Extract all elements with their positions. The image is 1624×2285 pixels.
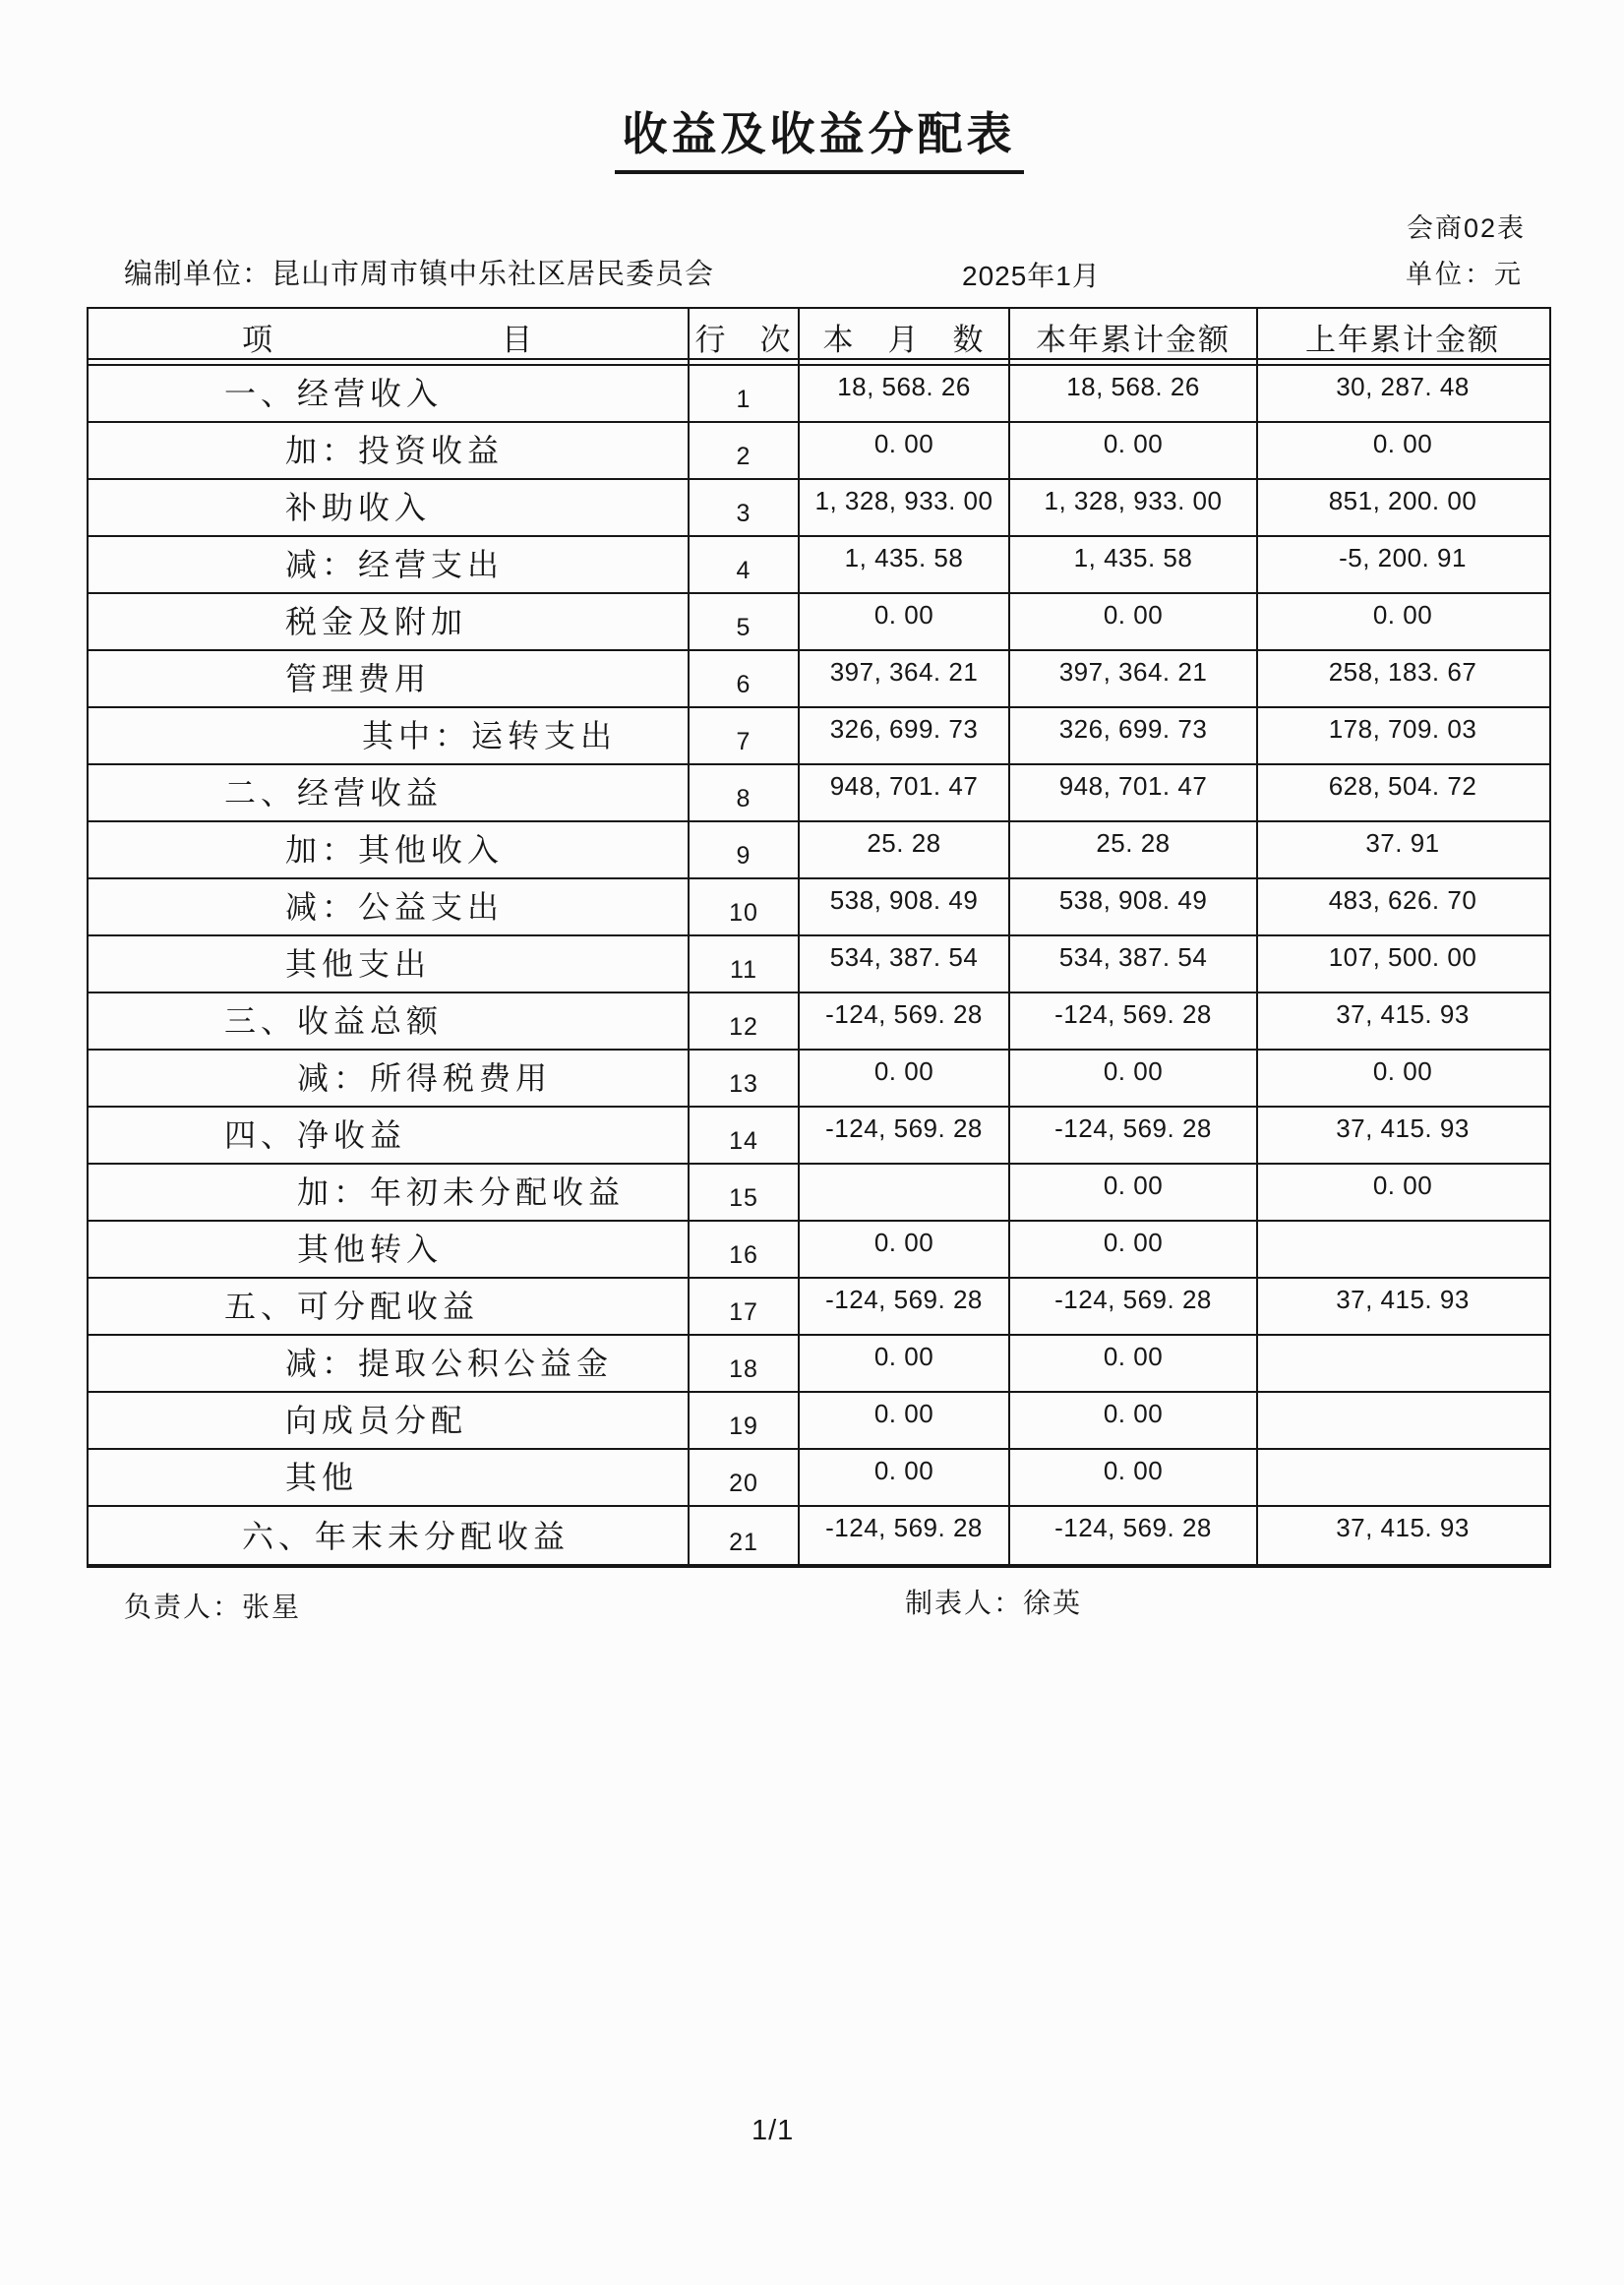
table-row bbox=[89, 1222, 1549, 1279]
row-month-value: 0. 00 bbox=[800, 1450, 1010, 1505]
row-month-value: 948, 701. 47 bbox=[800, 765, 1010, 820]
table-row bbox=[89, 366, 1549, 423]
row-line-no: 13 bbox=[690, 1051, 800, 1106]
table-row bbox=[89, 765, 1549, 822]
row-month-value: 534, 387. 54 bbox=[800, 936, 1010, 992]
row-year-value: -124, 569. 28 bbox=[1010, 1279, 1258, 1334]
row-label: 税金及附加 bbox=[89, 594, 690, 649]
table-row bbox=[89, 1507, 1549, 1564]
row-month-value: 1, 435. 58 bbox=[800, 537, 1010, 592]
row-label: 六、年末未分配收益 bbox=[89, 1507, 690, 1564]
row-line-no: 4 bbox=[690, 537, 800, 592]
table-row bbox=[89, 1108, 1549, 1165]
row-label: 二、经营收益 bbox=[89, 765, 690, 820]
header-line-no: 行 次 bbox=[690, 309, 800, 364]
row-prev-value: 30, 287. 48 bbox=[1336, 372, 1470, 401]
form-code: 会商02表 bbox=[1406, 213, 1526, 243]
row-month-value: -124, 569. 28 bbox=[800, 993, 1010, 1049]
table-row bbox=[89, 822, 1549, 879]
row-month-value: -124, 569. 28 bbox=[800, 1279, 1010, 1334]
row-year-value: 0. 00 bbox=[1010, 1393, 1258, 1448]
row-prev-value: 0. 00 bbox=[1372, 429, 1433, 458]
row-line-no: 16 bbox=[690, 1222, 800, 1277]
row-label: 加：其他收入 bbox=[89, 822, 690, 877]
row-line-no: 5 bbox=[690, 594, 800, 649]
row-label: 加：年初未分配收益 bbox=[89, 1165, 690, 1220]
row-year-value: 0. 00 bbox=[1010, 1336, 1258, 1391]
row-prev-value: 37, 415. 93 bbox=[1336, 1513, 1470, 1542]
table-row bbox=[89, 423, 1549, 480]
row-line-no: 12 bbox=[690, 993, 800, 1049]
report-period: 2025年1月 bbox=[962, 261, 1101, 291]
row-label: 向成员分配 bbox=[89, 1393, 690, 1448]
row-line-no: 17 bbox=[690, 1279, 800, 1334]
income-distribution-table bbox=[87, 307, 1551, 1568]
row-prev-value bbox=[1258, 1450, 1547, 1505]
row-line-no: 2 bbox=[690, 423, 800, 478]
row-year-value: 0. 00 bbox=[1010, 1450, 1258, 1505]
row-year-value: 538, 908. 49 bbox=[1010, 879, 1258, 934]
row-label: 其他支出 bbox=[89, 936, 690, 992]
table-row bbox=[89, 537, 1549, 594]
row-year-value: 948, 701. 47 bbox=[1010, 765, 1258, 820]
row-month-value: 0. 00 bbox=[800, 1051, 1010, 1106]
row-line-no: 3 bbox=[690, 480, 800, 535]
row-month-value: 18, 568. 26 bbox=[800, 366, 1010, 421]
row-prev-value bbox=[1258, 1222, 1547, 1277]
row-line-no: 9 bbox=[690, 822, 800, 877]
row-month-value: 326, 699. 73 bbox=[800, 708, 1010, 763]
table-row bbox=[89, 1450, 1549, 1507]
row-label: 减：提取公积公益金 bbox=[89, 1336, 690, 1391]
row-month-value: 0. 00 bbox=[800, 1336, 1010, 1391]
row-line-no: 10 bbox=[690, 879, 800, 934]
row-month-value: 0. 00 bbox=[800, 1222, 1010, 1277]
row-label: 其中：运转支出 bbox=[89, 708, 690, 763]
row-prev-value: 37. 91 bbox=[1365, 828, 1440, 858]
row-prev-value: 0. 00 bbox=[1372, 1056, 1433, 1086]
row-line-no: 18 bbox=[690, 1336, 800, 1391]
page-number: 1/1 bbox=[752, 2115, 795, 2146]
table-row bbox=[89, 1165, 1549, 1222]
row-prev-value: 851, 200. 00 bbox=[1328, 486, 1477, 515]
row-year-value: 534, 387. 54 bbox=[1010, 936, 1258, 992]
table-row bbox=[89, 1393, 1549, 1450]
row-year-value: 0. 00 bbox=[1010, 1222, 1258, 1277]
header-year-total: 本年累计金额 bbox=[1010, 309, 1258, 364]
row-label: 减：经营支出 bbox=[89, 537, 690, 592]
row-month-value: 0. 00 bbox=[800, 1393, 1010, 1448]
row-prev-value bbox=[1258, 1336, 1547, 1391]
table-row bbox=[89, 594, 1549, 651]
row-year-value: 18, 568. 26 bbox=[1010, 366, 1258, 421]
row-line-no: 1 bbox=[690, 366, 800, 421]
row-label: 管理费用 bbox=[89, 651, 690, 706]
row-prev-value: 0. 00 bbox=[1372, 1171, 1433, 1200]
row-prev-value: 483, 626. 70 bbox=[1328, 885, 1477, 915]
row-year-value: 1, 328, 933. 00 bbox=[1010, 480, 1258, 535]
row-prev-value: -5, 200. 91 bbox=[1339, 543, 1467, 572]
table-row bbox=[89, 993, 1549, 1051]
row-year-value: 0. 00 bbox=[1010, 1051, 1258, 1106]
page-title: 收益及收益分配表 bbox=[615, 98, 1024, 174]
row-year-value: -124, 569. 28 bbox=[1010, 993, 1258, 1049]
row-line-no: 14 bbox=[690, 1108, 800, 1163]
responsible-person: 负责人：张星 bbox=[124, 1592, 302, 1622]
row-prev-value: 178, 709. 03 bbox=[1328, 714, 1477, 744]
row-line-no: 8 bbox=[690, 765, 800, 820]
prepared-by: 编制单位：昆山市周市镇中乐社区居民委员会 bbox=[124, 259, 715, 290]
header-item: 项 目 bbox=[89, 309, 690, 364]
table-row bbox=[89, 879, 1549, 936]
row-label: 减：所得税费用 bbox=[89, 1051, 690, 1106]
row-year-value: 25. 28 bbox=[1010, 822, 1258, 877]
row-prev-value: 628, 504. 72 bbox=[1328, 771, 1477, 801]
header-current-month: 本 月 数 bbox=[800, 309, 1010, 364]
table-row bbox=[89, 1336, 1549, 1393]
row-prev-value: 0. 00 bbox=[1372, 600, 1433, 630]
row-prev-value: 107, 500. 00 bbox=[1328, 942, 1477, 972]
row-year-value: -124, 569. 28 bbox=[1010, 1108, 1258, 1163]
row-year-value: 1, 435. 58 bbox=[1010, 537, 1258, 592]
table-row bbox=[89, 651, 1549, 708]
row-prev-value: 37, 415. 93 bbox=[1336, 1113, 1470, 1143]
row-month-value: 25. 28 bbox=[800, 822, 1010, 877]
row-line-no: 20 bbox=[690, 1450, 800, 1505]
row-label: 五、可分配收益 bbox=[89, 1279, 690, 1334]
row-month-value: 0. 00 bbox=[800, 423, 1010, 478]
row-line-no: 7 bbox=[690, 708, 800, 763]
row-year-value: 0. 00 bbox=[1010, 594, 1258, 649]
document-content bbox=[87, 0, 1551, 2285]
row-label: 其他 bbox=[89, 1450, 690, 1505]
row-year-value: -124, 569. 28 bbox=[1010, 1507, 1258, 1564]
row-year-value: 397, 364. 21 bbox=[1010, 651, 1258, 706]
table-row bbox=[89, 1279, 1549, 1336]
row-prev-value: 37, 415. 93 bbox=[1336, 1285, 1470, 1314]
row-line-no: 6 bbox=[690, 651, 800, 706]
row-month-value: 538, 908. 49 bbox=[800, 879, 1010, 934]
row-month-value: 1, 328, 933. 00 bbox=[800, 480, 1010, 535]
table-header-row bbox=[89, 309, 1549, 366]
row-label: 其他转入 bbox=[89, 1222, 690, 1277]
row-line-no: 19 bbox=[690, 1393, 800, 1448]
header-prev-year-total: 上年累计金额 bbox=[1305, 322, 1500, 357]
row-month-value bbox=[800, 1165, 1010, 1220]
row-label: 三、收益总额 bbox=[89, 993, 690, 1049]
title-row bbox=[87, 98, 1551, 174]
table-row bbox=[89, 1051, 1549, 1108]
row-year-value: 0. 00 bbox=[1010, 423, 1258, 478]
row-line-no: 11 bbox=[690, 936, 800, 992]
row-label: 补助收入 bbox=[89, 480, 690, 535]
row-line-no: 15 bbox=[690, 1165, 800, 1220]
row-prev-value bbox=[1258, 1393, 1547, 1448]
table-row bbox=[89, 936, 1549, 993]
row-prev-value: 37, 415. 93 bbox=[1336, 999, 1470, 1029]
row-month-value: 0. 00 bbox=[800, 594, 1010, 649]
row-month-value: -124, 569. 28 bbox=[800, 1507, 1010, 1564]
row-line-no: 21 bbox=[690, 1507, 800, 1564]
row-year-value: 0. 00 bbox=[1010, 1165, 1258, 1220]
row-year-value: 326, 699. 73 bbox=[1010, 708, 1258, 763]
row-prev-value: 258, 183. 67 bbox=[1328, 657, 1477, 687]
table-row bbox=[89, 480, 1549, 537]
row-month-value: -124, 569. 28 bbox=[800, 1108, 1010, 1163]
table-row bbox=[89, 708, 1549, 765]
row-label: 减：公益支出 bbox=[89, 879, 690, 934]
currency-unit: 单位：元 bbox=[1406, 260, 1524, 289]
preparer-person: 制表人：徐英 bbox=[905, 1588, 1083, 1618]
row-label: 一、经营收入 bbox=[89, 366, 690, 421]
row-label: 四、净收益 bbox=[89, 1108, 690, 1163]
row-month-value: 397, 364. 21 bbox=[800, 651, 1010, 706]
row-label: 加：投资收益 bbox=[89, 423, 690, 478]
